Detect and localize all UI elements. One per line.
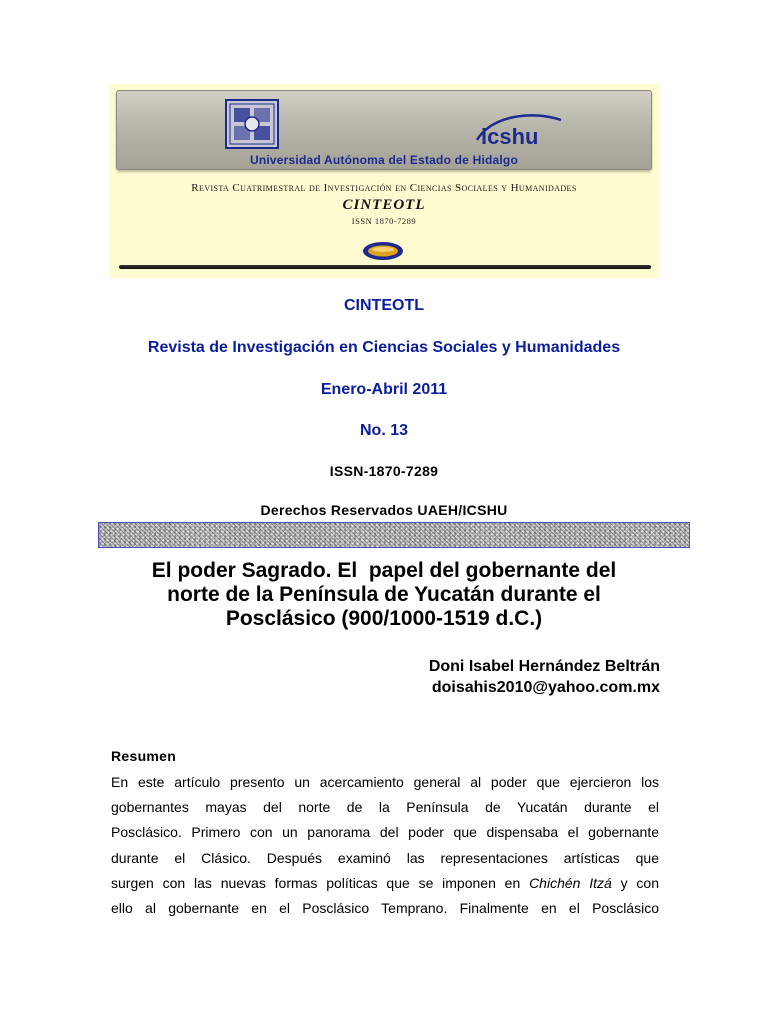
abstract-line: En este artículo presento un acercamiento general al poder que ejercieron los	[111, 774, 659, 790]
journal-title: CINTEOTL	[344, 297, 424, 314]
banner-issn: ISSN 1870-7289	[351, 216, 417, 226]
article-title-line: El poder Sagrado. El papel del gobernante del	[151, 559, 617, 582]
author-email: doisahis2010@yahoo.com.mx	[431, 679, 660, 696]
abstract-heading: Resumen	[111, 748, 177, 764]
abstract-line-end: y con	[611, 874, 659, 891]
journal-name: CINTEOTL	[342, 197, 426, 213]
abstract-line: durante el Clásico. Después examinó las representaciones artísticas que	[111, 849, 659, 866]
article-title-line: Posclásico (900/1000-1519 d.C.)	[225, 607, 543, 630]
author-block	[300, 656, 660, 698]
banner-divider	[119, 265, 651, 269]
icshu-logo-icon	[471, 110, 567, 150]
issn-line: ISSN-1870-7289	[329, 463, 439, 479]
rights-line: Derechos Reservados UAEH/ICSHU	[260, 502, 508, 518]
article-title-line: norte de la Península de Yucatán durante el	[167, 583, 601, 606]
article-title	[100, 559, 668, 631]
issue-number: No. 13	[359, 422, 408, 439]
abstract-line: Posclásico. Primero con un panorama del poder que dispensaba el gobernante	[111, 824, 659, 841]
author-name: Doni Isabel Hernández Beltrán	[428, 658, 660, 675]
university-crest-icon	[222, 98, 282, 150]
abstract-line	[111, 871, 659, 896]
place-name: Chichén Itzá	[529, 874, 612, 891]
abstract-line-start: surgen con las nuevas formas políticas que se imponen en	[111, 874, 530, 891]
abstract-line: gobernantes mayas del norte de la Península de Yucatán durante el	[111, 799, 659, 816]
issue-period: Enero-Abril 2011	[320, 381, 448, 398]
abstract-line: ello al gobernante en el Posclásico Temprano. Finalmente en el Posclásico	[111, 900, 659, 917]
abstract-body	[111, 770, 659, 921]
banner-header-panel	[116, 90, 652, 170]
university-name: Universidad Autónoma del Estado de Hidalgo	[250, 153, 518, 167]
decorative-divider	[98, 522, 690, 548]
journal-descriptor: Revista Cuatrimestral de Investigación en Ciencias Sociales y Humanidades	[191, 182, 577, 194]
journal-banner	[109, 84, 659, 278]
svg-text:icshu: icshu	[481, 124, 539, 149]
journal-subtitle: Revista de Investigación en Ciencias Sociales y Humanidades	[147, 339, 621, 356]
oval-emblem-icon	[362, 241, 404, 261]
